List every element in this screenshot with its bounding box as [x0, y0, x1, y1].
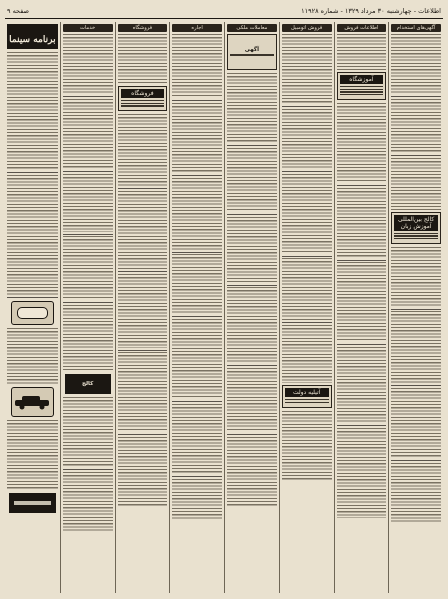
classified-text [118, 352, 168, 432]
ad-box-kalej-title: کالج [81, 381, 94, 388]
ad-box-dolat [282, 385, 332, 407]
classified-text [282, 258, 332, 320]
classified-text [391, 99, 441, 153]
classified-text [227, 437, 277, 507]
classified-text [172, 103, 222, 173]
column-heading-2: اطلاعات فروش [337, 24, 387, 32]
classified-text [282, 411, 332, 481]
columns [5, 22, 443, 593]
ad-box-shop-title: فروشگاه [121, 89, 165, 98]
cinema-listings [7, 52, 58, 170]
ad-box-shop [118, 86, 168, 111]
classified-text [337, 262, 387, 342]
classified-text [391, 311, 441, 383]
classified-text [63, 397, 113, 467]
classified-text [227, 73, 277, 143]
column-heading-3: فروش اتومبیل [282, 24, 332, 32]
classified-text [391, 463, 441, 523]
classified-text [391, 247, 441, 307]
classified-text [118, 191, 168, 269]
ad-box-school [337, 72, 387, 100]
classified-text [63, 305, 113, 371]
classified-text [63, 236, 113, 300]
column-1 [388, 22, 443, 593]
classified-text [282, 34, 332, 104]
ad-box-college-title: کالج بین‌المللی آموزش زبان [394, 215, 438, 231]
ad-box-college [391, 212, 441, 244]
classified-text [63, 99, 113, 169]
header-left-text: صفحه ۹ [7, 7, 30, 15]
classified-text [7, 175, 58, 295]
cinema-banner-title: برنامه سینما [9, 35, 56, 45]
classified-text [172, 319, 222, 399]
classified-text [227, 287, 277, 363]
cinema-banner [7, 24, 58, 49]
classified-text [282, 109, 332, 169]
classified-text [337, 188, 387, 258]
classified-text [118, 437, 168, 507]
classified-text [282, 325, 332, 383]
classified-text [282, 174, 332, 254]
classified-text [227, 148, 277, 212]
column-heading-4: معاملات ملکی [227, 24, 277, 32]
column-heading-1: آگهی‌های استخدام [391, 24, 441, 32]
ad-box-kalej [65, 374, 111, 394]
classified-text [391, 158, 441, 210]
column-heading-5: اجاره [172, 24, 222, 32]
classified-text [63, 472, 113, 532]
classified-text [63, 34, 113, 94]
column-4 [224, 22, 279, 593]
ad-box-dolat-title: آتیلیه دولت [285, 388, 329, 397]
ad-box-center [227, 34, 277, 70]
column-heading-6: فروشگاه [118, 24, 168, 32]
column-5 [169, 22, 224, 593]
classified-text [391, 34, 441, 94]
classified-text [337, 428, 387, 518]
column-2 [334, 22, 389, 593]
page-header [5, 4, 443, 19]
classified-text [227, 368, 277, 432]
car-image-icon [11, 387, 54, 417]
classified-text [391, 388, 441, 458]
classified-text [7, 420, 58, 490]
classified-text [118, 114, 168, 186]
classified-text [337, 103, 387, 183]
classified-text [172, 479, 222, 519]
ad-box-school-title: آموزشگاه [340, 75, 384, 84]
classified-text [227, 217, 277, 283]
dark-advert [9, 493, 56, 513]
car-icon [12, 394, 52, 410]
column-6 [115, 22, 170, 593]
classified-text [63, 174, 113, 232]
ad-box-center-label: آگهی [244, 46, 260, 53]
column-3 [279, 22, 334, 593]
classified-text [172, 404, 222, 474]
classified-text [118, 34, 168, 84]
classified-text [172, 34, 222, 98]
column-8 [5, 22, 60, 593]
column-7 [60, 22, 115, 593]
classified-text [7, 328, 58, 384]
classified-text [337, 34, 387, 70]
header-right-text: اطلاعات - چهارشنبه ۳۰ مرداد ۱۳۲۹ - شماره ۱۱۹۲۸ [301, 7, 441, 15]
classified-text [337, 347, 387, 423]
classified-text [172, 178, 222, 250]
classified-text [118, 274, 168, 348]
classified-text [172, 254, 222, 314]
column-heading-7: خدمات [63, 24, 113, 32]
badge-logo-icon [11, 301, 54, 325]
